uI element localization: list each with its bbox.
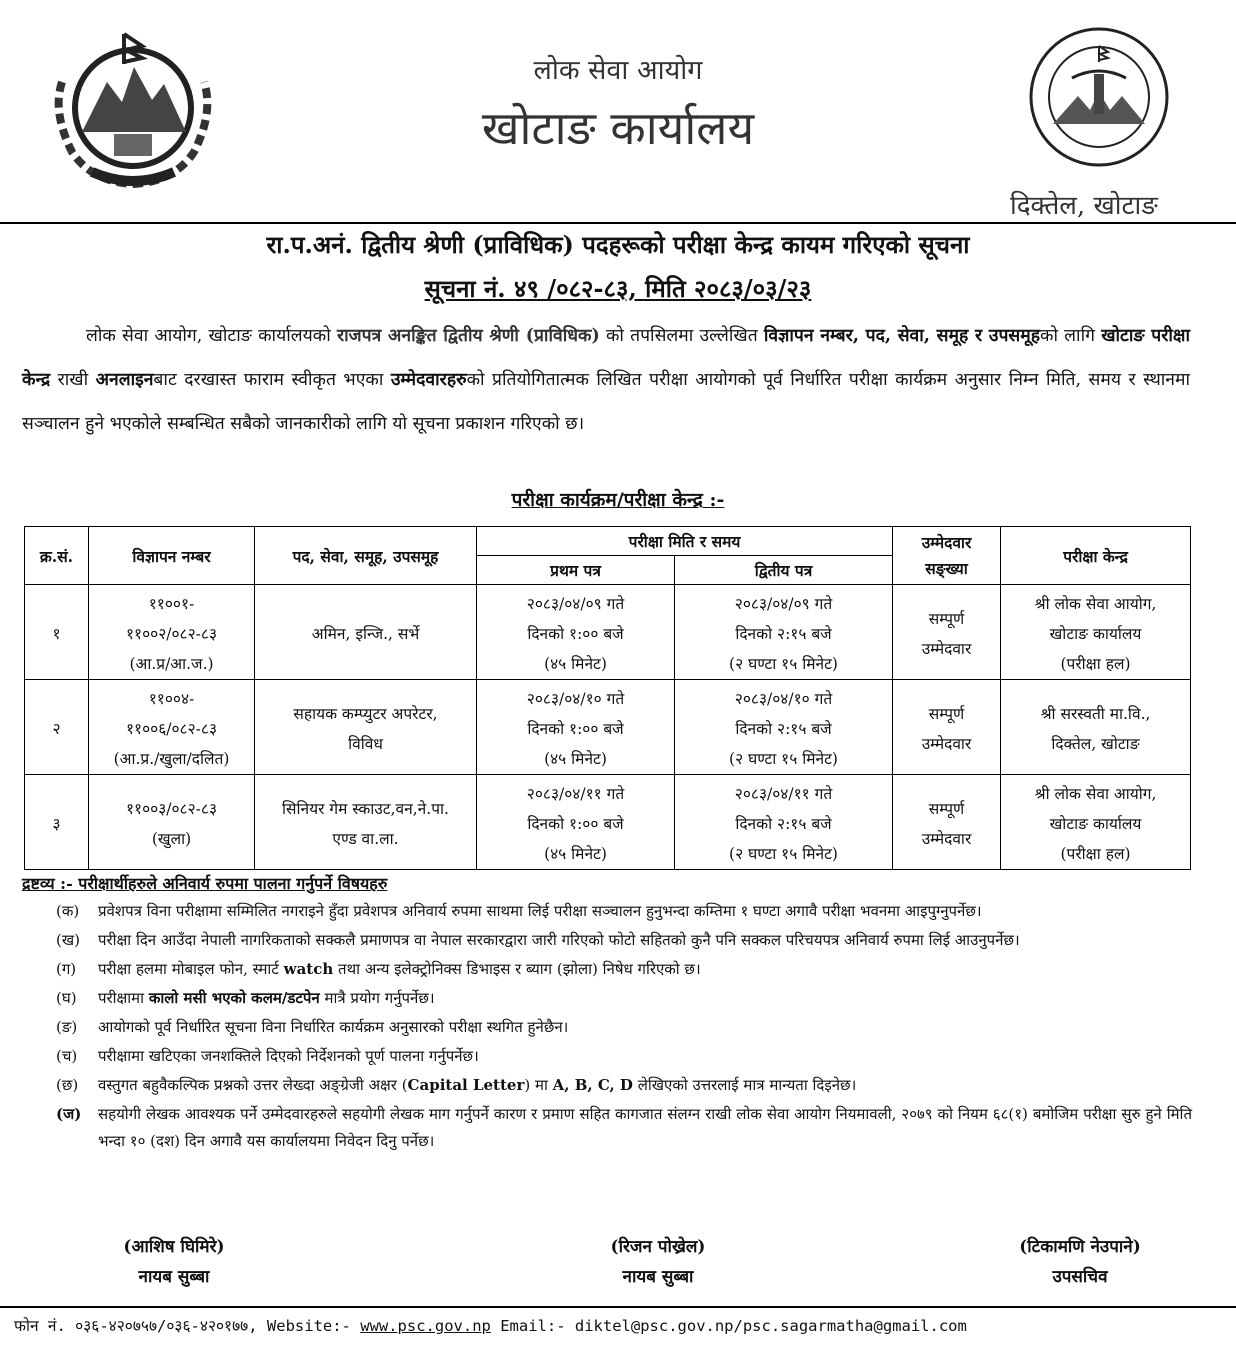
- signature-block: [508, 1232, 808, 1292]
- notes-heading: [22, 872, 387, 894]
- note-marker: (छ): [56, 1076, 79, 1094]
- org-name: लोक सेवा आयोग: [533, 55, 703, 86]
- cell-line: सम्पूर्ण: [928, 705, 965, 723]
- cell-line: श्री सरस्वती मा.वि.,: [1040, 705, 1151, 723]
- table-row: [25, 684, 1191, 775]
- intro-text: बाट दरखास्त फाराम स्वीकृत भएका: [153, 370, 391, 390]
- intro-paragraph: [22, 314, 1190, 446]
- schedule-table: [24, 526, 1191, 870]
- note-marker: (क): [56, 902, 80, 920]
- cell-paper1: [477, 779, 675, 870]
- cell-adv-no: [89, 684, 255, 775]
- cell-line: खोटाङ कार्यालय: [1049, 625, 1142, 643]
- intro-text-bold: उम्मेदवारहरु: [390, 370, 467, 390]
- note-text: परीक्षा दिन आउँदा नेपाली नागरिकताको सक्कलै प्रमाणपत्र वा नेपाल सरकारद्वारा जारी गरिएको फोटो सहितको कुनै पनि सक्कल परिचयपत्र अनिवार्य रुपमा लिई आउनुपर्नेछ।: [98, 931, 1020, 949]
- cell-post: [255, 684, 477, 775]
- cell-paper2: [675, 684, 893, 775]
- cell-line: सम्पूर्ण: [928, 610, 965, 628]
- header-divider: [0, 222, 1236, 224]
- note-item: [56, 1101, 1192, 1155]
- footer-email[interactable]: Email:- diktel@psc.gov.np/psc.sagarmatha@gmail.com: [490, 1317, 967, 1335]
- cell-line: सम्पूर्ण: [928, 800, 965, 818]
- intro-text-bold: अनलाइन: [95, 370, 154, 390]
- header-center: परीक्षा केन्द्र: [1001, 527, 1191, 585]
- note-marker: (ङ): [56, 1018, 78, 1036]
- cell-line: दिनको २:१५ बजे: [735, 720, 832, 738]
- header-paper1: प्रथम पत्र: [477, 556, 675, 585]
- schedule-heading-text: परीक्षा कार्यक्रम/परीक्षा केन्द्र :-: [511, 489, 725, 511]
- header-sn: क्र.सं.: [25, 527, 89, 585]
- intro-text: लोक सेवा आयोग, खोटाङ कार्यालयको: [86, 326, 337, 346]
- cell-line: एण्ड वा.ला.: [332, 830, 399, 848]
- intro-text-bold: विज्ञापन नम्बर, पद, सेवा, समूह र उपसमूह: [763, 326, 1040, 346]
- cell-center: [1001, 779, 1191, 870]
- footer-phone: फोन नं. ०३६-४२०७५७/०३६-४२०१७७, Website:-: [14, 1317, 361, 1335]
- cell-adv-no: [89, 589, 255, 680]
- cell-line: विविध: [348, 735, 383, 753]
- signatory-name: (टिकामणि नेउपाने): [1019, 1237, 1141, 1257]
- cell-center: [1001, 589, 1191, 680]
- cell-line: अमिन, इन्जि., सर्भे: [311, 625, 420, 643]
- cell-line: २०८३/०४/१० गते: [526, 690, 625, 708]
- cell-line: ११००३/०८२-८३: [125, 800, 218, 818]
- note-text: मात्रै प्रयोग गर्नुपर्नेछ।: [319, 989, 435, 1007]
- note-marker: (ख): [56, 931, 80, 949]
- schedule-body: [25, 585, 1191, 870]
- cell-paper1: [477, 589, 675, 680]
- cell-line: (४५ मिनेट): [544, 655, 607, 673]
- note-text: परीक्षामा खटिएका जनशक्तिले दिएको निर्देशनको पूर्ण पालना गर्नुपर्नेछ।: [98, 1047, 479, 1065]
- notice-title: रा.प.अनं. द्वितीय श्रेणी (प्राविधिक) पदहरूको परीक्षा केन्द्र कायम गरिएको सूचना: [266, 230, 970, 259]
- header-exam-date: परीक्षा मिति र समय: [477, 527, 893, 556]
- cell-line: २०८३/०४/०९ गते: [734, 595, 833, 613]
- note-text: आयोगको पूर्व निर्धारित सूचना विना निर्धारित कार्यक्रम अनुसारको परीक्षा स्थगित हुनेछैन।: [98, 1018, 569, 1036]
- cell-line: (२ घण्टा १५ मिनेट): [729, 845, 838, 863]
- cell-line: सहायक कम्प्युटर अपरेटर,: [293, 705, 438, 723]
- cell-line: (आ.प्र./खुला/दलित): [113, 750, 230, 768]
- notes-heading-text: द्रष्टव्य :- परीक्षार्थीहरुले अनिवार्य रुपमा पालना गर्नुपर्ने विषयहरु: [22, 874, 388, 893]
- cell-line: उम्मेदवार: [921, 640, 972, 658]
- header-post: पद, सेवा, समूह, उपसमूह: [255, 527, 477, 585]
- cell-line: २०८३/०४/०९ गते: [526, 595, 625, 613]
- cell-line: (४५ मिनेट): [544, 750, 607, 768]
- note-item: [56, 1072, 1192, 1099]
- cell-sn: २: [25, 684, 89, 775]
- office-name: खोटाङ कार्यालय: [481, 101, 755, 155]
- cell-line: दिनको २:१५ बजे: [735, 815, 832, 833]
- cell-line: २०८३/०४/१० गते: [734, 690, 833, 708]
- note-text-bold: Capital Letter: [407, 1076, 525, 1094]
- note-text-bold: watch: [283, 960, 334, 978]
- cell-line: दिक्तेल, खोटाङ: [1051, 735, 1140, 753]
- header-paper2: द्वितीय पत्र: [675, 556, 893, 585]
- cell-line: (खुला): [151, 830, 192, 848]
- notice-number-text: सूचना नं. ४९ /०८२-८३, मिति २०८३/०३/२३: [424, 274, 812, 303]
- cell-line: (परीक्षा हल): [1060, 655, 1131, 673]
- signatory-name: (आशिष घिमिरे): [123, 1237, 225, 1257]
- intro-text: राखी: [50, 370, 96, 390]
- note-item: [56, 1014, 1192, 1041]
- cell-line: २०८३/०४/११ गते: [526, 785, 625, 803]
- cell-candidates: [893, 589, 1001, 680]
- cell-line: ११००२/०८२-८३: [125, 625, 218, 643]
- cell-line: श्री लोक सेवा आयोग,: [1034, 595, 1157, 613]
- cell-paper2: [675, 589, 893, 680]
- cell-line: (२ घण्टा १५ मिनेट): [729, 655, 838, 673]
- cell-line: खोटाङ कार्यालय: [1049, 815, 1142, 833]
- note-text: ) मा: [524, 1076, 553, 1094]
- note-text: लेखिएको उत्तरलाई मात्र मान्यता दिइनेछ।: [632, 1076, 857, 1094]
- cell-line: (४५ मिनेट): [544, 845, 607, 863]
- cell-line: श्री लोक सेवा आयोग,: [1034, 785, 1157, 803]
- note-item: [56, 898, 1192, 925]
- footer-contact: [14, 1314, 967, 1336]
- header-candidates-line: सङ्ख्या: [925, 558, 968, 578]
- signatory-name: (रिजन पोख्रेल): [610, 1237, 706, 1257]
- note-marker: (ज): [56, 1105, 82, 1123]
- note-marker: (ग): [56, 960, 77, 978]
- note-item: [56, 927, 1192, 954]
- cell-line: ११००६/०८२-८३: [125, 720, 218, 738]
- note-item: [56, 956, 1192, 983]
- note-text: परीक्षामा: [98, 989, 149, 1007]
- intro-text-bold: खोटाङ परीक्षा केन्द्र: [22, 326, 1190, 390]
- cell-line: दिनको २:१५ बजे: [735, 625, 832, 643]
- note-marker: (घ): [56, 989, 77, 1007]
- cell-line: दिनको १:०० बजे: [527, 720, 624, 738]
- footer-divider: [0, 1306, 1236, 1308]
- cell-line: (आ.प्र/आ.ज.): [129, 655, 214, 673]
- cell-line: ११००१-: [148, 595, 195, 613]
- website-link[interactable]: www.psc.gov.np: [360, 1317, 491, 1335]
- note-text: वस्तुगत बहुवैकल्पिक प्रश्नको उत्तर लेख्दा अङ्ग्रेजी अक्षर (: [98, 1076, 408, 1094]
- intro-text: को लागि: [1040, 326, 1102, 346]
- table-row: [25, 589, 1191, 680]
- cell-center: [1001, 684, 1191, 775]
- note-item: [56, 985, 1192, 1012]
- note-text: परीक्षा हलमा मोबाइल फोन, स्मार्ट: [98, 960, 284, 978]
- intro-text: को तपसिलमा उल्लेखित: [599, 326, 764, 346]
- cell-paper2: [675, 779, 893, 870]
- cell-line: २०८३/०४/११ गते: [734, 785, 833, 803]
- intro-text-bold: राजपत्र अनङ्कित द्वितीय श्रेणी (प्राविधिक): [336, 326, 600, 346]
- signatory-title: उपसचिव: [1052, 1267, 1108, 1287]
- note-text-bold: A, B, C, D: [552, 1076, 633, 1094]
- note-item: [56, 1043, 1192, 1070]
- cell-adv-no: [89, 779, 255, 870]
- note-text: सहयोगी लेखक आवश्यक पर्ने उम्मेदवारहरुले सहयोगी लेखक माग गर्नुपर्ने कारण र प्रमाण सहित कागजात संलग्न राखी लोक सेवा आयोग नियमावली, २०७९ को नियम ६८(१) बमोजिम परीक्षा सुरु हुने मिति भन्दा १० (दश) दिन अगावै यस कार्यालयमा निवेदन दिनु पर्नेछ।: [98, 1105, 1192, 1150]
- header-adv-no: विज्ञापन नम्बर: [89, 527, 255, 585]
- notes-list: [56, 898, 1192, 1157]
- note-marker: (च): [56, 1047, 78, 1065]
- cell-line: दिनको १:०० बजे: [527, 625, 624, 643]
- cell-sn: १: [25, 589, 89, 680]
- cell-line: (परीक्षा हल): [1060, 845, 1131, 863]
- cell-candidates: [893, 684, 1001, 775]
- cell-line: उम्मेदवार: [921, 735, 972, 753]
- cell-line: सिनियर गेम स्काउट,वन,ने.पा.: [282, 800, 449, 818]
- cell-line: दिनको १:०० बजे: [527, 815, 624, 833]
- header-candidates-line: उम्मेदवार: [921, 532, 972, 552]
- note-text-bold: कालो मसी भएको कलम/डटपेन: [148, 989, 320, 1007]
- cell-line: उम्मेदवार: [921, 830, 972, 848]
- cell-post: [255, 779, 477, 870]
- cell-post: [255, 589, 477, 680]
- signature-block: [930, 1232, 1230, 1292]
- cell-paper1: [477, 684, 675, 775]
- office-location: दिक्तेल, खोटाङ: [1010, 191, 1158, 221]
- signatory-title: नायब सुब्बा: [622, 1267, 694, 1287]
- cell-candidates: [893, 779, 1001, 870]
- cell-sn: ३: [25, 779, 89, 870]
- schedule-heading: [0, 486, 1236, 512]
- signature-block: [24, 1232, 324, 1292]
- cell-line: ११००४-: [148, 690, 195, 708]
- note-text: प्रवेशपत्र विना परीक्षामा सम्मिलित नगराइने हुँदा प्रवेशपत्र अनिवार्य रुपमा साथमा लिई परीक्षा सञ्चालन हुनुभन्दा कम्तिमा १ घण्टा अगावै परीक्षा भवनमा आइपुग्नुपर्नेछ।: [98, 902, 982, 920]
- cell-line: (२ घण्टा १५ मिनेट): [729, 750, 838, 768]
- intro-text: को प्रतियोगितात्मक लिखित परीक्षा आयोगको पूर्व निर्धारित परीक्षा कार्यक्रम अनुसार निम्न मिति, समय र स्थानमा सञ्चालन हुने भएकोले सम्बन्धित सबैको जानकारीको लागि यो सूचना प्रकाशन गरिएको छ।: [22, 370, 1190, 434]
- note-text: तथा अन्य इलेक्ट्रोनिक्स डिभाइस र ब्याग (झोला) निषेध गरिएको छ।: [333, 960, 701, 978]
- table-row: [25, 779, 1191, 870]
- signatory-title: नायब सुब्बा: [138, 1267, 210, 1287]
- notice-number: [0, 272, 1236, 305]
- header-candidates: [893, 527, 1001, 585]
